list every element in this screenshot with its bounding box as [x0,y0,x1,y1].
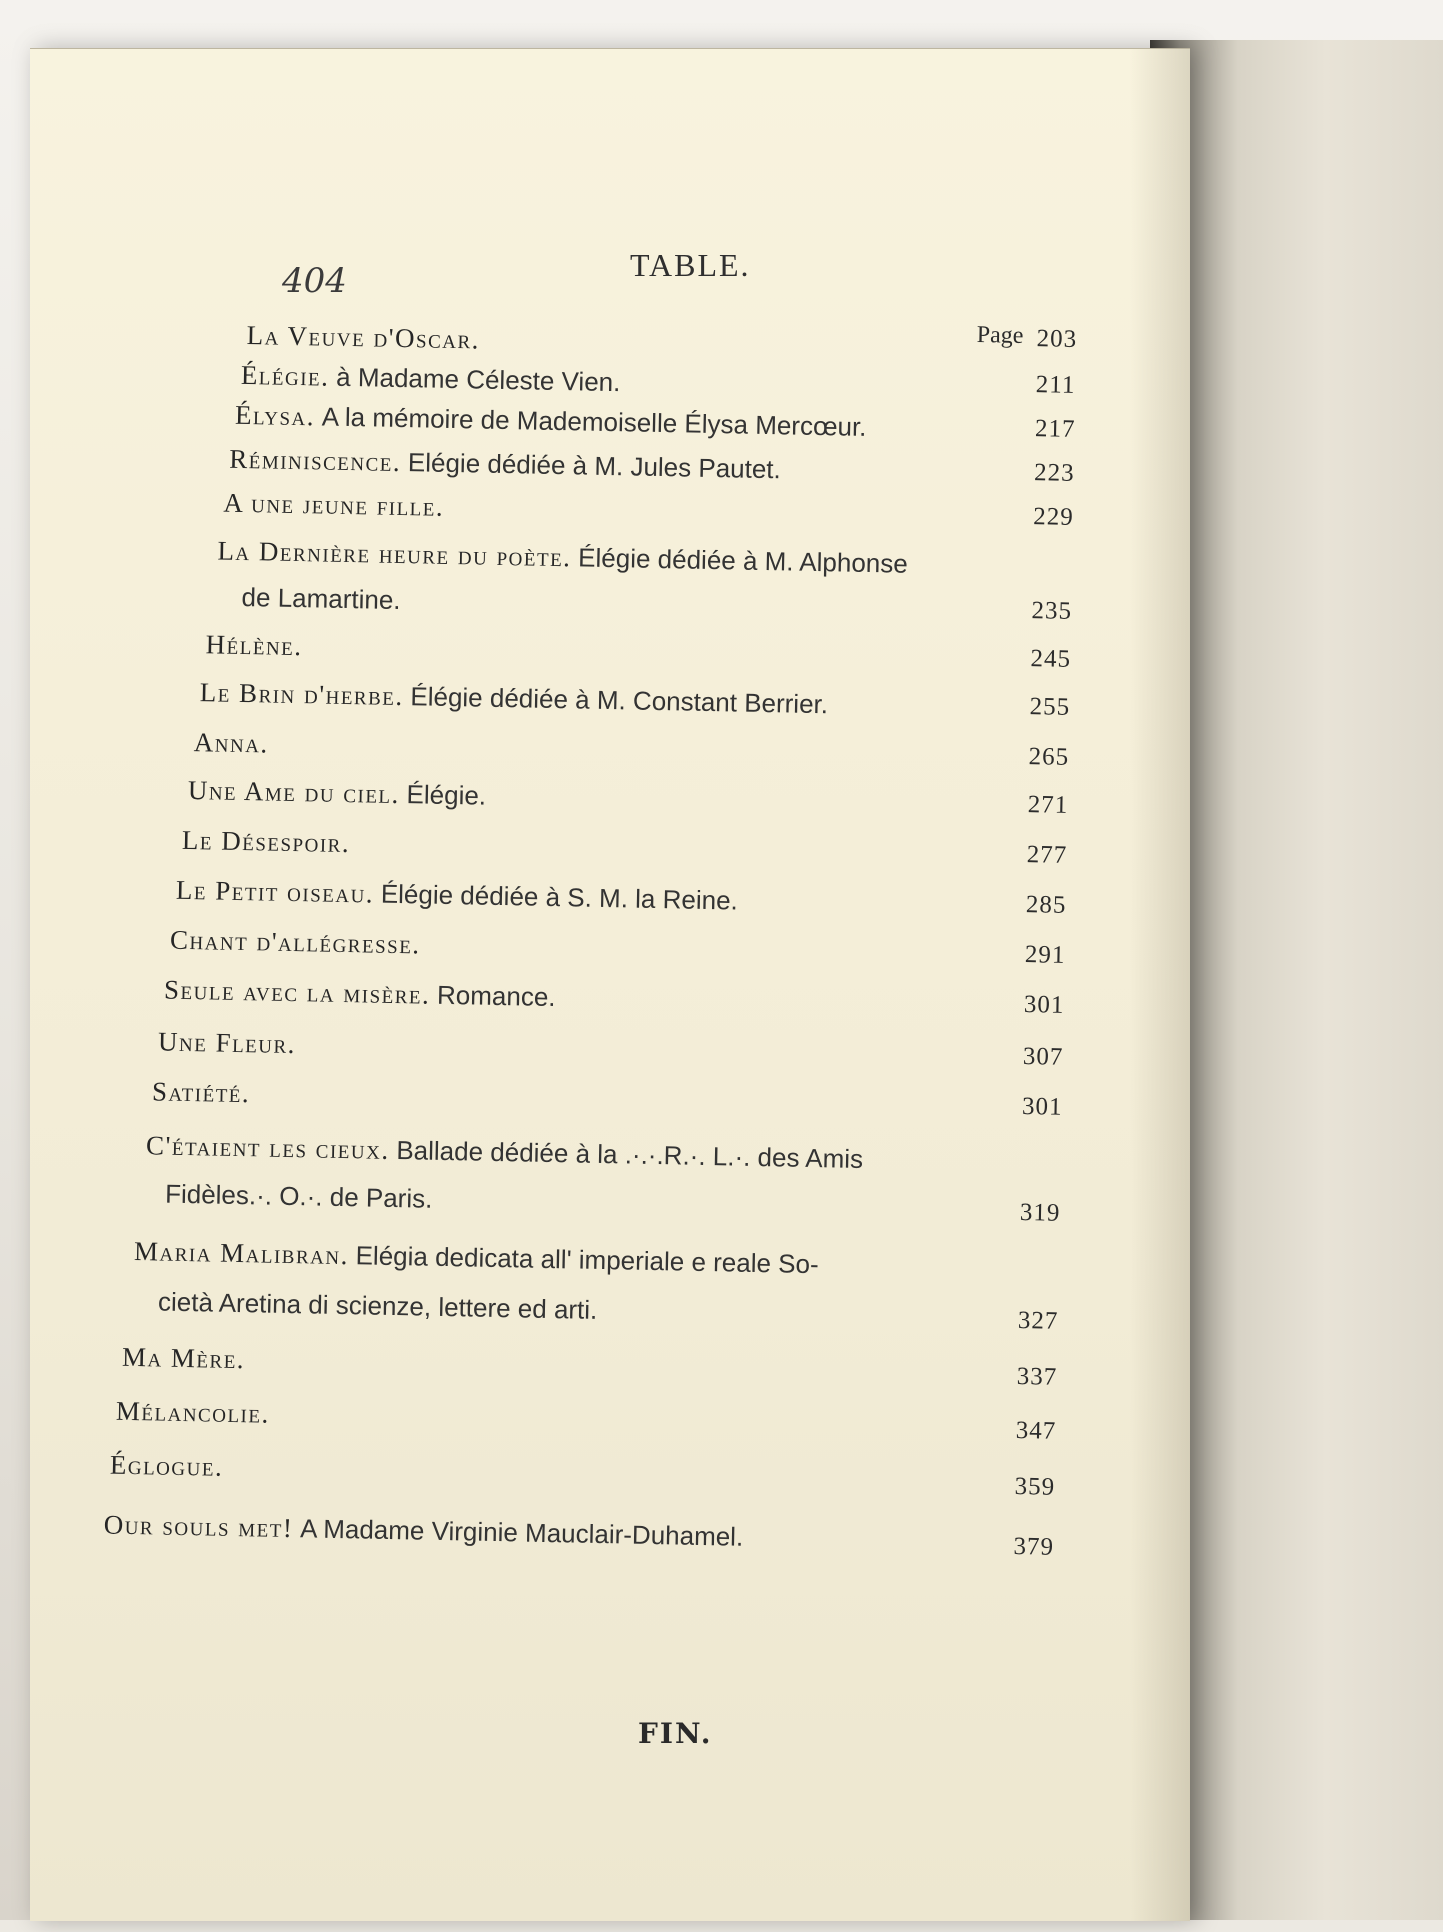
toc-entry-title: Réminiscence. [228,443,402,477]
toc-entry-description: cietà Aretina di scienze, lettere ed arti. [157,1286,598,1325]
toc-entry-page: 337 [1016,1362,1058,1391]
toc-entry-title: Une Ame du ciel. [187,774,401,810]
toc-entry-title: Une Fleur. [157,1026,297,1060]
toc-entry [205,629,302,662]
toc-entry-title: Le Petit oiseau. [175,874,375,909]
toc-entry [241,360,621,398]
running-head: TABLE. [630,247,751,283]
toc-entry [246,320,480,355]
toc-entry-title: Élégie. [240,359,330,392]
toc-entry-page: 301 [1021,1093,1063,1121]
toc-entry-page: 235 [1031,597,1073,625]
toc-entry-description: A Madame Virginie Mauclair-Duhamel. [299,1513,744,1552]
toc-entry-page: 307 [1022,1043,1064,1071]
toc-entry-description: de Lamartine. [241,581,401,616]
toc-entry [235,400,867,443]
toc-entry-page: 229 [1033,503,1075,531]
toc-entry-title: A une jeune fille. [223,487,445,522]
toc-entry-title: Satiété. [151,1076,251,1109]
toc-entry-page: 203 [1036,325,1078,353]
toc-entry-description: Fidèles.·. O.·. de Paris. [164,1178,433,1214]
toc-entry-page: 245 [1030,645,1072,673]
toc-entry-page: 255 [1029,693,1071,721]
book-page [30,48,1190,1921]
toc-entry [199,677,828,720]
toc-entry-description: Élégie. [406,779,487,811]
toc-entry-page: 291 [1024,941,1066,969]
toc-entry-page: 285 [1025,891,1067,919]
toc-entry-title: Seule avec la misère. [163,974,431,1010]
toc-entry-continuation [158,1286,598,1325]
toc-entry-page: 277 [1026,841,1068,869]
toc-entry-description: Élégie dédiée à M. Constant Berrier. [410,681,829,720]
toc-entry [110,1450,224,1483]
toc-entry-title: Le Brin d'herbe. [199,677,404,712]
toc-entry-page: 223 [1033,459,1075,487]
toc-entry-title: Our souls met! [103,1509,294,1544]
toc-entry-page: 347 [1015,1416,1057,1445]
toc-entry [103,1509,743,1552]
toc-entry-page: 359 [1014,1472,1056,1501]
toc-entry [134,1236,819,1280]
toc-entry [217,535,908,579]
toc-entry-title: Anna. [193,727,270,759]
toc-entry-page: 271 [1027,791,1069,819]
toc-entry-title: Le Désespoir. [181,824,351,859]
toc-entry [152,1076,251,1109]
toc-entry [122,1342,246,1375]
toc-entry [170,925,421,961]
toc-entry-description: à Madame Céleste Vien. [335,361,621,398]
toc-entry [188,775,487,812]
toc-entry-title: Églogue. [109,1449,224,1482]
toc-entry-description: Élégie dédiée à M. Alphonse [577,542,909,579]
toc-entry-continuation [165,1179,433,1215]
toc-entry-title: Mélancolie. [115,1395,271,1429]
toc-entry-title: La Veuve d'Oscar. [246,320,481,355]
toc-entry [146,1130,864,1175]
toc-entry-page: 327 [1017,1306,1059,1335]
table-of-contents [1,38,1197,1932]
toc-entry-title: Chant d'allégresse. [169,924,421,960]
toc-entry-continuation [241,582,401,616]
toc-entry [164,975,556,1014]
end-marker: FIN. [638,1717,713,1750]
toc-entry [116,1396,270,1430]
toc-entry-title: Ma Mère. [121,1341,246,1375]
toc-entry-page: 379 [1013,1532,1055,1561]
toc-entry-description: Romance. [436,979,556,1013]
page-label: Page [976,322,1024,349]
toc-entry [223,488,444,523]
toc-entry-page: 265 [1028,743,1070,771]
toc-entry-description: A la mémoire de Mademoiselle Élysa Mercœur. [321,401,867,442]
toc-entry-description: Elégia dedicata all' imperiale e reale So- [355,1240,819,1280]
toc-entry-description: Ballade dédiée à la .·.·.R.·. L.·. des Amis [396,1135,864,1174]
toc-entry [229,444,781,486]
toc-entry-page: 211 [1035,371,1076,399]
toc-entry-title: Élysa. [234,399,316,432]
toc-entry-page: 301 [1023,991,1065,1019]
toc-entry [176,875,738,917]
toc-entry-title: Maria Malibran. [133,1236,350,1271]
toc-entry-title: La Dernière heure du poète. [217,535,572,573]
toc-entry [182,825,351,859]
toc-entry-page: 319 [1019,1199,1061,1227]
toc-entry-title: Hélène. [205,629,303,662]
toc-entry [158,1026,297,1060]
toc-entry-page: 217 [1034,415,1076,443]
toc-entry [193,727,269,759]
adjacent-page-edge [1150,40,1443,1920]
toc-entry-description: Elégie dédiée à M. Jules Pautet. [407,447,782,485]
toc-entry-title: C'étaient les cieux. [145,1130,390,1165]
page-number: 404 [282,261,347,301]
toc-entry-description: Élégie dédiée à S. M. la Reine. [380,878,739,916]
